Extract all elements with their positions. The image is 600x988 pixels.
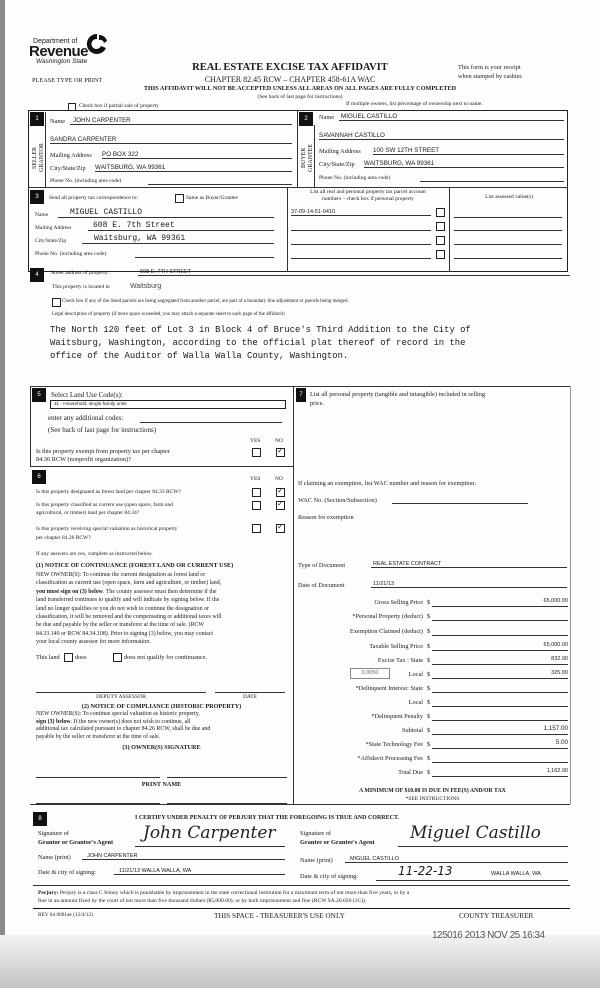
current-use-question-2: agricultural, or timber) land per chapter 84.34?	[36, 510, 140, 516]
doc-type-field[interactable]: REAL ESTATE CONTRACT	[371, 561, 567, 568]
delinquent-interest-local-field[interactable]	[432, 698, 568, 707]
assessed-value-field[interactable]	[454, 210, 562, 218]
divider	[33, 885, 570, 886]
grantor-signature-field[interactable]: John Carpenter	[135, 823, 285, 847]
additional-codes-field[interactable]	[140, 414, 282, 423]
seller-grantor-label: SELLER GRANTOR	[32, 143, 45, 173]
dor-logo-icon	[86, 32, 108, 56]
located-in-label: This property is located in	[52, 284, 110, 290]
divider	[30, 804, 570, 805]
divider	[30, 386, 31, 466]
owner-signature-title: (3) OWNER(S) SIGNATURE	[122, 744, 201, 751]
section-number: 4	[30, 268, 44, 282]
exempt-no-checkbox[interactable]	[276, 448, 285, 457]
correspondence-name-field[interactable]: MIGUEL CASTILLO	[58, 208, 274, 218]
personal-property-deduct-label: *Personal Property (deduct)	[352, 613, 423, 620]
divider	[293, 386, 294, 804]
scan-edge	[0, 0, 5, 988]
does-not-qualify-checkbox[interactable]	[113, 653, 122, 662]
current-use-no-checkbox[interactable]	[276, 501, 285, 510]
dollar-sign: $	[427, 755, 431, 762]
local-rate-field[interactable]: 0.0050	[350, 668, 390, 679]
seller-phone-field[interactable]	[148, 177, 292, 185]
buyer-city-field[interactable]: WAITSBURG, WA 99361	[364, 160, 564, 168]
grantee-signature-label: Signature of	[300, 830, 331, 837]
gross-selling-price-label: Gross Selling Price	[374, 599, 423, 606]
owner-signature-line-2[interactable]	[167, 777, 287, 778]
divider	[33, 908, 570, 909]
dollar-sign: $	[427, 657, 431, 664]
historic-yes-checkbox[interactable]	[252, 524, 261, 533]
gross-selling-price-field[interactable]: 65,000.00	[432, 598, 568, 607]
wac-field[interactable]	[392, 496, 528, 504]
dollar-sign: $	[427, 599, 431, 606]
buyer-mailing-label: Mailing Address	[319, 148, 361, 155]
parcel-number-field[interactable]: 37-09-14-51-0410	[291, 209, 431, 216]
grantor-name-label: Name (print)	[38, 854, 71, 861]
affidavit-processing-fee-label: *Affidavit Processing Fee	[357, 755, 423, 762]
divider	[30, 386, 570, 387]
dollar-sign: $	[427, 628, 431, 635]
dollar-sign: $	[427, 741, 431, 748]
subtotal-field[interactable]: 1,157.00	[432, 725, 568, 735]
see-back-note: (See back of last page for instructions)	[48, 426, 157, 434]
forest-land-question: Is this property designated as forest land per chapter 84.33 RCW?	[36, 489, 181, 495]
section-number: 7	[296, 388, 306, 402]
notice-continuance-title: (1) NOTICE OF CONTINUANCE (FOREST LAND OR CURRENT USE)	[36, 562, 234, 569]
personal-property-label-2: price.	[310, 400, 325, 407]
partial-sale-label: Check box if partial sale of property	[79, 103, 159, 109]
does-not-label: does not qualify for continuance.	[124, 654, 208, 661]
form-title: REAL ESTATE EXCISE TAX AFFIDAVIT	[192, 62, 388, 73]
excise-local-field[interactable]: 325.00	[432, 670, 568, 679]
divider	[297, 110, 298, 187]
agency-line-1: Department of	[33, 38, 78, 45]
no-header: NO	[275, 438, 283, 444]
reason-label: Reason for exemption	[298, 514, 354, 521]
assessed-value-field[interactable]	[454, 237, 562, 245]
receipt-note-2: when stamped by cashier.	[458, 73, 523, 80]
exemption-label: If claiming an exemption, list WAC number and reason for exemption:	[298, 480, 477, 487]
historic-question-2: per chapter 84.26 RCW?	[36, 535, 91, 541]
buyer-name-field[interactable]: MIGUEL CASTILLO	[339, 113, 564, 121]
additional-codes-label: enter any additional codes:	[48, 414, 124, 422]
send-correspondence-label: Send all property tax correspondence to:	[49, 195, 139, 201]
section-number: 1	[30, 112, 44, 126]
forest-no-checkbox[interactable]	[276, 488, 285, 497]
located-in-field[interactable]: Waitsburg	[130, 283, 162, 290]
grantee-city-value: WALLA WALLA, WA	[491, 871, 541, 877]
assessed-value-field[interactable]	[454, 223, 562, 231]
doc-date-label: Date of Document	[298, 582, 345, 589]
owner-signature-line-1[interactable]	[36, 777, 160, 778]
receipt-note-1: This form is your receipt	[458, 64, 521, 71]
buyer-mailing-field[interactable]: 100 SW 12TH STREET	[373, 147, 564, 155]
exemption-claimed-field[interactable]	[432, 627, 568, 636]
instructions-note: (See back of last page for instructions)	[257, 94, 343, 100]
section-number: 2	[299, 112, 313, 126]
grantor-agent-label: Grantor or Grantor's Agent	[38, 839, 114, 846]
grantor-date-label: Date & city of signing:	[38, 869, 97, 876]
land-use-label: Select Land Use Code(s):	[51, 391, 123, 399]
assessed-value-field[interactable]	[454, 251, 562, 259]
section-number: 8	[33, 812, 47, 826]
delinquent-interest-state-label: *Delinquent Interest: State	[355, 685, 423, 692]
personal-property-label: List all personal property (tangible and intangible) included in selling	[310, 391, 486, 398]
dollar-sign: $	[427, 671, 431, 678]
assessor-date-line[interactable]	[215, 692, 285, 693]
personal-property-deduct-field[interactable]	[432, 612, 568, 621]
land-use-select[interactable]: 11 - Household, single family units	[50, 400, 286, 409]
dollar-sign: $	[427, 769, 431, 776]
parcel-number-field[interactable]	[291, 237, 431, 245]
owner-print-line-1[interactable]	[36, 803, 160, 804]
scan-shadow	[0, 935, 600, 988]
dollar-sign: $	[427, 685, 431, 692]
warning-banner: THIS AFFIDAVIT WILL NOT BE ACCEPTED UNLESS ALL AREAS ON ALL PAGES ARE FULLY COMPLETED	[143, 85, 457, 92]
print-name-title: PRINT NAME	[141, 781, 182, 788]
notice-continuance-text: NEW OWNER(S): To continue the current designation as forest land or classification as current use (open space, farm and agriculture, or timber) land, you must sign on (3) below. The county assessor must then determine if the land transferred continues to qualify and will indicate by signing below. If the land no longer qualifies or you do not wish to continue the designation or classification, it will be removed and the compensating or additional taxes will be due and payable by the seller or transferor at the time of sale. (RCW 84.33.140 or RCW 84.34.108). Prior to signing (3) below, you may contact your local county assessor for more information.	[36, 572, 222, 646]
historic-question: Is this property receiving special valuation as historical property	[36, 526, 178, 532]
agency-state: Washington State	[36, 58, 88, 65]
correspondence-city-field[interactable]: Waitsburg, WA 99361	[82, 234, 274, 244]
grantee-name-field[interactable]: MIGUEL CASTILLO	[345, 856, 568, 863]
taxable-selling-price-field[interactable]: 65,000.00	[432, 642, 568, 651]
total-due-field[interactable]: 1,162.00	[432, 768, 568, 777]
treasurer-use-label: THIS SPACE - TREASURER'S USE ONLY	[214, 911, 345, 920]
current-use-yes-checkbox[interactable]	[252, 501, 261, 510]
buyer-phone-label: Phone No. (including area code)	[319, 175, 391, 181]
dollar-sign: $	[427, 699, 431, 706]
county-treasurer-label: COUNTY TREASURER	[459, 911, 534, 920]
delinquent-interest-local-label: Local	[408, 699, 423, 706]
exemption-claimed-label: Exemption Claimed (deduct)	[349, 628, 423, 635]
personal-property-checkbox[interactable]	[436, 236, 445, 245]
exempt-question-2: 84.36 RCW (nonprofit organization)?	[36, 456, 131, 463]
excise-state-label: Excise Tax : State	[377, 657, 423, 664]
seller-city-field[interactable]: WAITSBURG, WA 99361	[95, 164, 292, 172]
form-subtitle: CHAPTER 82.45 RCW – CHAPTER 458-61A WAC	[204, 75, 376, 84]
correspondence-mailing-field[interactable]: 608 E. 7th Street	[88, 221, 274, 231]
buyer-phone-field[interactable]	[420, 174, 564, 182]
taxable-selling-price-label: Taxable Selling Price	[369, 643, 423, 650]
excise-local-label: Local	[408, 671, 423, 678]
correspondence-name-label: Name	[35, 212, 49, 218]
divider	[30, 466, 293, 467]
seller-mailing-label: Mailing Address	[50, 152, 92, 159]
dollar-sign: $	[427, 643, 431, 650]
affidavit-processing-fee-field[interactable]	[432, 754, 568, 763]
grantee-name-label: Name (print)	[300, 857, 333, 864]
no-header: NO	[275, 476, 283, 482]
does-label: does	[75, 654, 87, 661]
multiple-owners-note: If multiple owners, list percentage of ownership next to name.	[346, 101, 483, 107]
delinquent-penalty-field[interactable]	[432, 712, 568, 721]
parcel-number-field[interactable]	[291, 223, 431, 231]
seller-phone-label: Phone No. (including area code)	[50, 178, 122, 184]
if-yes-note: If any answers are yes, complete as instructed below.	[36, 551, 153, 557]
exempt-question: Is this property exempt from property tax per chapter	[36, 448, 170, 455]
grantee-signature-field[interactable]: Miguel Castillo	[398, 823, 568, 847]
subtotal-label: Subtotal	[402, 727, 423, 734]
segregated-label: Check box if any of the listed parcels are being segregated from another parcel, are part of a boundary line adjustment or parcels being merged.	[62, 299, 349, 304]
doc-type-label: Type of Document	[298, 562, 346, 569]
section-number: 3	[30, 190, 44, 204]
perjury-notice: Perjury: Perjury is a class C felony which is punishable by imprisonment in the state correctional institution for a maximum term of not more than five years, or by a fine in an amount fixed by the court of not more than five thousand dollars ($5,000.00), or by both imprisonment and fine (RCW 9A.20.020 (1C)).	[38, 890, 410, 904]
street-address-label: Street address of property:	[51, 270, 110, 276]
seller-mailing-field[interactable]: PO BOX 322	[102, 151, 292, 159]
deputy-assessor-line[interactable]	[36, 692, 206, 693]
dollar-sign: $	[427, 713, 431, 720]
delinquent-interest-state-field[interactable]	[432, 684, 568, 693]
exempt-yes-checkbox[interactable]	[252, 448, 261, 457]
deputy-assessor-label: DEPUTY ASSESSOR	[96, 694, 146, 700]
please-type-note: PLEASE TYPE OR PRINT	[32, 77, 103, 84]
buyer-grantee-label: BUYER GRANTEE	[301, 144, 314, 172]
historic-no-checkbox[interactable]	[276, 524, 285, 533]
segregated-checkbox[interactable]	[52, 298, 61, 307]
buyer-name-label: Name	[319, 114, 335, 121]
wac-label: WAC No. (Section/Subsection)	[298, 497, 377, 504]
notice-compliance-text: NEW OWNER(S): To continue special valuation as historic property, sign (3) below. If the new owner(s) does not wish to continue, all additional tax calculated pursuant to chapter 84.26 RCW, shall be due and payable by the seller or transferor at the time of sale.	[36, 711, 211, 740]
section-number: 5	[32, 388, 46, 402]
divider	[570, 386, 571, 804]
dollar-sign: $	[427, 613, 431, 620]
treasurer-stamp: 125016 2013 NOV 25 16:34	[432, 930, 545, 941]
state-technology-fee-field[interactable]: 5.00	[432, 739, 568, 749]
same-as-buyer-checkbox[interactable]	[175, 194, 184, 203]
grantee-agent-label: Grantee or Grantee's Agent	[300, 839, 375, 846]
excise-state-field[interactable]: 832.00	[432, 656, 568, 665]
seller-name-field[interactable]: JOHN CARPENTER	[70, 117, 292, 125]
minimum-due-note: A MINIMUM OF $10.00 IS DUE IN FEE(S) AND/OR TAX	[359, 788, 506, 794]
seller-name-label: Name	[50, 118, 66, 125]
legal-description-label: Legal description of property (if more space is needed, you may attach a separate sheet to each page of the affidavit)	[52, 312, 285, 317]
agency-name: Revenue	[29, 43, 89, 60]
parcels-header-2: numbers – check box if personal property	[322, 196, 414, 202]
seller-city-label: City/State/Zip	[50, 165, 86, 172]
doc-date-field[interactable]: 11/21/13	[371, 581, 567, 588]
state-technology-fee-label: *State Technology Fee	[365, 741, 423, 748]
grantor-name-field[interactable]: JOHN CARPENTER	[82, 853, 285, 860]
legal-description-field[interactable]: The North 120 feet of Lot 3 in Block 4 of Bruce's Third Addition to the City of Waitsburg, Washington, according to the official plat thereof of record in the office of the Auditor of Walla Walla County, Washington.	[50, 325, 471, 361]
does-qualify-checkbox[interactable]	[64, 653, 73, 662]
delinquent-penalty-label: *Delinquent Penalty	[371, 713, 423, 720]
divider	[28, 187, 568, 188]
grantee-date-field[interactable]	[376, 864, 568, 881]
this-land-label: This land	[36, 654, 60, 661]
current-use-question: Is this property classified as current use (open space, farm and	[36, 502, 173, 508]
correspondence-city-label: City/State/Zip	[35, 238, 67, 244]
parcels-header: List all real and personal property tax parcel account	[310, 189, 426, 195]
correspondence-mailing-label: Mailing Address	[35, 225, 72, 231]
assessed-header: List assessed value(s)	[485, 194, 533, 200]
dollar-sign: $	[427, 727, 431, 734]
seller-name-2-field[interactable]: SANDRA CARPENTER	[50, 136, 292, 144]
grantee-date-label: Date & city of signing:	[300, 873, 359, 880]
certify-statement: I CERTIFY UNDER PENALTY OF PERJURY THAT THE FOREGOING IS TRUE AND CORRECT.	[135, 815, 400, 821]
personal-property-checkbox[interactable]	[436, 222, 445, 231]
grantor-date-field[interactable]: 11/21/13 WALLA WALLA, WA	[114, 868, 285, 875]
street-address-field[interactable]: 608 E. 7TH STREET	[138, 269, 570, 276]
see-instructions-note: *SEE INSTRUCTIONS	[405, 796, 460, 802]
yes-header: YES	[250, 438, 261, 444]
form-id: REV 84 0001ae (12/4/12)	[38, 912, 93, 918]
grantee-date-handwritten: 11-22-13	[398, 864, 453, 878]
section-number: 6	[32, 470, 46, 484]
personal-property-checkbox[interactable]	[436, 208, 445, 217]
notice-compliance-title: (2) NOTICE OF COMPLIANCE (HISTORIC PROPERTY)	[81, 703, 242, 710]
owner-print-line-2[interactable]	[167, 803, 287, 804]
grantor-signature-label: Signature of	[38, 830, 69, 837]
forest-yes-checkbox[interactable]	[252, 488, 261, 497]
correspondence-phone-field[interactable]	[135, 250, 274, 258]
yes-header: YES	[250, 476, 261, 482]
correspondence-phone-label: Phone No. (including area code)	[35, 251, 107, 257]
parcel-number-field[interactable]	[291, 251, 431, 259]
personal-property-checkbox[interactable]	[436, 250, 445, 259]
buyer-name-2-field[interactable]: SAVANNAH CASTILLO	[319, 132, 564, 140]
date-label: DATE	[242, 694, 258, 700]
same-as-buyer-label: Same as Buyer/Grantee	[186, 195, 238, 201]
buyer-city-label: City/State/Zip	[319, 161, 355, 168]
total-due-label: Total Due	[398, 769, 423, 776]
